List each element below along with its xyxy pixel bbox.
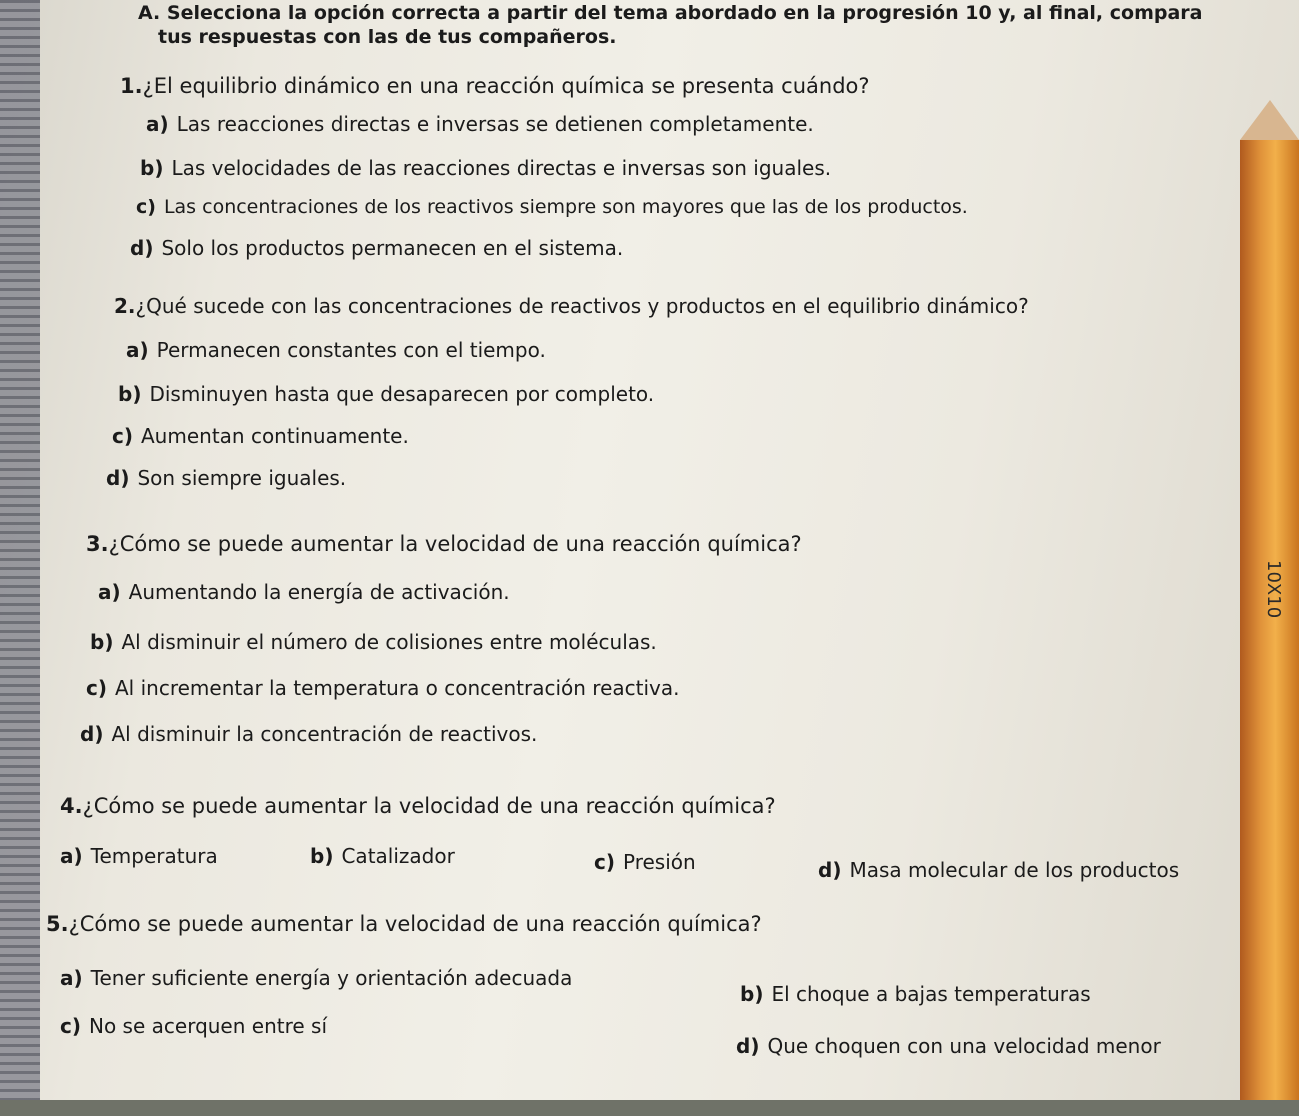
option-text: Las velocidades de las reacciones directas e inversas son iguales. bbox=[171, 156, 832, 180]
option-text: Catalizador bbox=[341, 844, 455, 868]
option-text: Las reacciones directas e inversas se detienen completamente. bbox=[176, 112, 814, 136]
q5-option-d[interactable] bbox=[736, 1034, 1161, 1058]
q2-option-b[interactable] bbox=[118, 382, 654, 406]
option-letter: d) bbox=[818, 858, 842, 882]
option-text: Al disminuir la concentración de reactivos. bbox=[111, 722, 538, 746]
instruction-line-1: A. Selecciona la opción correcta a partir del tema abordado en la progresión 10 y, al final, compara bbox=[138, 2, 1203, 24]
q1-option-d[interactable] bbox=[130, 236, 623, 260]
question-1 bbox=[120, 74, 870, 98]
option-letter: c) bbox=[60, 1014, 81, 1038]
question-3 bbox=[86, 532, 802, 556]
option-letter: a) bbox=[146, 112, 169, 136]
q3-option-d[interactable] bbox=[80, 722, 537, 746]
question-text: ¿Qué sucede con las concentraciones de reactivos y productos en el equilibrio dinámico? bbox=[135, 294, 1029, 318]
option-text: Las concentraciones de los reactivos siempre son mayores que las de los productos. bbox=[163, 196, 968, 218]
option-text: Disminuyen hasta que desaparecen por completo. bbox=[149, 382, 655, 406]
option-letter: c) bbox=[136, 196, 156, 218]
question-number: 4. bbox=[60, 794, 83, 818]
option-text: Tener suficiente energía y orientación adecuada bbox=[90, 966, 573, 990]
question-text: ¿Cómo se puede aumentar la velocidad de una reacción química? bbox=[82, 794, 776, 818]
q4-option-a[interactable] bbox=[60, 844, 218, 868]
binder-edge bbox=[0, 0, 40, 1116]
question-text: ¿Cómo se puede aumentar la velocidad de una reacción química? bbox=[108, 532, 802, 556]
option-text: Presión bbox=[623, 850, 696, 874]
option-letter: d) bbox=[130, 236, 154, 260]
option-text: Aumentan continuamente. bbox=[141, 424, 409, 448]
q2-option-a[interactable] bbox=[126, 338, 546, 362]
q5-option-c[interactable] bbox=[60, 1014, 327, 1038]
option-letter: c) bbox=[112, 424, 133, 448]
option-text: Permanecen constantes con el tiempo. bbox=[156, 338, 546, 362]
option-text: Son siempre iguales. bbox=[137, 466, 347, 490]
option-letter: b) bbox=[740, 982, 764, 1006]
option-letter: b) bbox=[90, 630, 114, 654]
q4-option-d[interactable] bbox=[818, 858, 1179, 882]
q4-option-c[interactable] bbox=[594, 850, 696, 874]
question-number: 1. bbox=[120, 74, 143, 98]
question-4 bbox=[60, 794, 776, 818]
q1-option-a[interactable] bbox=[146, 112, 814, 136]
option-text: Solo los productos permanecen en el sistema. bbox=[161, 236, 624, 260]
option-letter: a) bbox=[60, 966, 83, 990]
option-letter: d) bbox=[80, 722, 104, 746]
option-letter: d) bbox=[106, 466, 130, 490]
q1-option-c[interactable] bbox=[136, 196, 968, 218]
pencil-tip bbox=[1240, 100, 1299, 140]
option-letter: c) bbox=[594, 850, 615, 874]
question-text: ¿Cómo se puede aumentar la velocidad de una reacción química? bbox=[68, 912, 762, 936]
option-letter: b) bbox=[118, 382, 142, 406]
question-5 bbox=[46, 912, 762, 936]
option-letter: a) bbox=[98, 580, 121, 604]
question-2 bbox=[114, 294, 1029, 318]
option-text: Masa molecular de los productos bbox=[849, 858, 1180, 882]
question-number: 2. bbox=[114, 294, 136, 318]
option-letter: d) bbox=[736, 1034, 760, 1058]
table-edge bbox=[0, 1100, 1299, 1116]
option-text: El choque a bajas temperaturas bbox=[771, 982, 1091, 1006]
option-text: Que choquen con una velocidad menor bbox=[767, 1034, 1161, 1058]
instruction-line-2: tus respuestas con las de tus compañeros. bbox=[158, 26, 617, 48]
question-number: 3. bbox=[86, 532, 109, 556]
pencil-print: 10X10 bbox=[1263, 560, 1284, 619]
option-text: Al incrementar la temperatura o concentración reactiva. bbox=[115, 676, 680, 700]
option-letter: a) bbox=[126, 338, 149, 362]
question-text: ¿El equilibrio dinámico en una reacción química se presenta cuándo? bbox=[142, 74, 870, 98]
option-letter: b) bbox=[140, 156, 164, 180]
q2-option-d[interactable] bbox=[106, 466, 346, 490]
q5-option-a[interactable] bbox=[60, 966, 572, 990]
q3-option-b[interactable] bbox=[90, 630, 657, 654]
q5-option-b[interactable] bbox=[740, 982, 1091, 1006]
option-text: Al disminuir el número de colisiones entre moléculas. bbox=[121, 630, 657, 654]
q2-option-c[interactable] bbox=[112, 424, 409, 448]
q1-option-b[interactable] bbox=[140, 156, 831, 180]
option-text: Aumentando la energía de activación. bbox=[128, 580, 510, 604]
q3-option-a[interactable] bbox=[98, 580, 510, 604]
question-number: 5. bbox=[46, 912, 69, 936]
option-letter: b) bbox=[310, 844, 334, 868]
option-text: No se acerquen entre sí bbox=[89, 1014, 328, 1038]
option-letter: a) bbox=[60, 844, 83, 868]
q3-option-c[interactable] bbox=[86, 676, 680, 700]
option-letter: c) bbox=[86, 676, 107, 700]
q4-option-b[interactable] bbox=[310, 844, 455, 868]
option-text: Temperatura bbox=[90, 844, 218, 868]
